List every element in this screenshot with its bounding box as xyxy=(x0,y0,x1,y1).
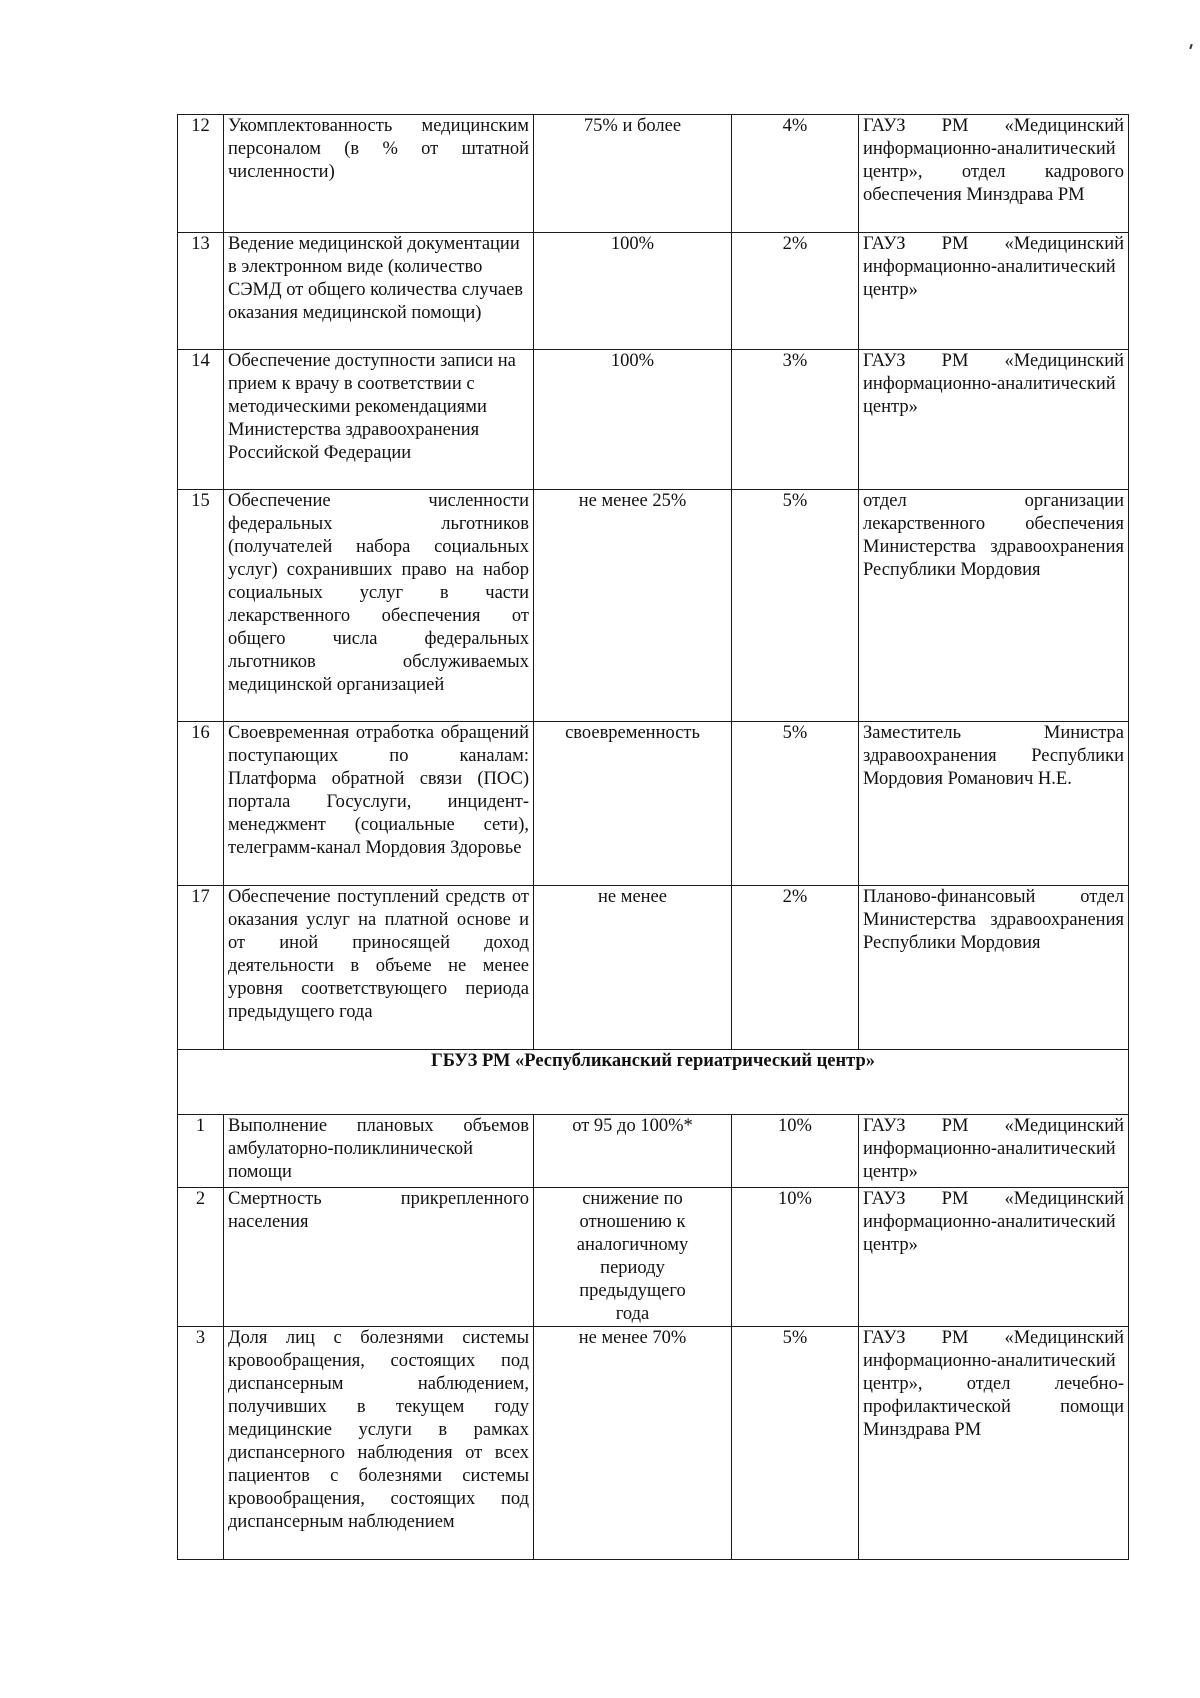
indicator-cell: Доля лиц с болезнями системы кровообращения, состоящих под диспансерным наблюдением, получивших в текущем году медицинские услуги в рамках диспансерного наблюдения от всех пациентов с болезнями системы кровообращения, состоящих под диспансерным наблюдением xyxy=(224,1327,534,1560)
indicators-table xyxy=(177,114,1129,1560)
source-cell: ГАУЗ РМ «Медицинский информационно-аналитический центр», отдел лечебно-профилактической помощи Минздрава РМ xyxy=(859,1327,1129,1560)
row-number: 15 xyxy=(178,490,224,722)
indicator-cell: Своевременная отработка обращений поступающих по каналам: Платформа обратной связи (ПОС) портала Госуслуги, инцидент-менеджмент (социальные сети), телеграмм-канал Мордовия Здоровье xyxy=(224,722,534,886)
target-value-cell: не менее 25% xyxy=(534,490,732,722)
table-row xyxy=(178,886,1129,1050)
indicator-cell: Выполнение плановых объемов амбулаторно-поликлинической помощи xyxy=(224,1115,534,1188)
weight-cell: 10% xyxy=(732,1188,859,1327)
table-row xyxy=(178,1327,1129,1560)
section-title: ГБУЗ РМ «Республиканский гериатрический центр» xyxy=(178,1050,1129,1115)
indicator-cell: Обеспечение доступности записи на прием к врачу в соответствии с методическими рекомендациями Министерства здравоохранения Российской Федерации xyxy=(224,350,534,490)
source-cell: ГАУЗ РМ «Медицинский информационно-аналитический центр» xyxy=(859,1188,1129,1327)
table-row xyxy=(178,490,1129,722)
weight-cell: 5% xyxy=(732,1327,859,1560)
table-row xyxy=(178,350,1129,490)
source-cell: ГАУЗ РМ «Медицинский информационно-аналитический центр» xyxy=(859,350,1129,490)
weight-cell: 4% xyxy=(732,115,859,233)
source-cell: ГАУЗ РМ «Медицинский информационно-аналитический центр» xyxy=(859,1115,1129,1188)
indicator-cell: Смертность прикрепленного населения xyxy=(224,1188,534,1327)
target-value-cell: снижение по отношению к аналогичному периоду предыдущего года xyxy=(534,1188,732,1327)
indicator-cell: Обеспечение поступлений средств от оказания услуг на платной основе и от иной приносящей доход деятельности в объеме не менее уровня соответствующего периода предыдущего года xyxy=(224,886,534,1050)
row-number: 14 xyxy=(178,350,224,490)
row-number: 3 xyxy=(178,1327,224,1560)
indicator-cell: Ведение медицинской документации в электронном виде (количество СЭМД от общего количества случаев оказания медицинской помощи) xyxy=(224,233,534,350)
weight-cell: 5% xyxy=(732,722,859,886)
stray-mark xyxy=(1189,44,1193,49)
target-value-cell: не менее xyxy=(534,886,732,1050)
section-row xyxy=(178,1050,1129,1115)
table-row xyxy=(178,1188,1129,1327)
weight-cell: 3% xyxy=(732,350,859,490)
weight-cell: 5% xyxy=(732,490,859,722)
target-value-cell: от 95 до 100%* xyxy=(534,1115,732,1188)
row-number: 12 xyxy=(178,115,224,233)
source-cell: Заместитель Министра здравоохранения Республики Мордовия Романович Н.Е. xyxy=(859,722,1129,886)
row-number: 2 xyxy=(178,1188,224,1327)
table-row xyxy=(178,115,1129,233)
weight-cell: 10% xyxy=(732,1115,859,1188)
indicator-cell: Обеспечение численности федеральных льготников (получателей набора социальных услуг) сохранивших право на набор социальных услуг в части лекарственного обеспечения от общего числа федеральных льготников обслуживаемых медицинской организацией xyxy=(224,490,534,722)
source-cell: ГАУЗ РМ «Медицинский информационно-аналитический центр» xyxy=(859,233,1129,350)
table-row xyxy=(178,1115,1129,1188)
row-number: 16 xyxy=(178,722,224,886)
target-value-cell: 100% xyxy=(534,233,732,350)
target-value-cell: 75% и более xyxy=(534,115,732,233)
target-value-cell: своевременность xyxy=(534,722,732,886)
target-value-cell: 100% xyxy=(534,350,732,490)
row-number: 1 xyxy=(178,1115,224,1188)
source-cell: ГАУЗ РМ «Медицинский информационно-аналитический центр», отдел кадрового обеспечения Минздрава РМ xyxy=(859,115,1129,233)
table-row xyxy=(178,233,1129,350)
row-number: 13 xyxy=(178,233,224,350)
source-cell: Планово-финансовый отдел Министерства здравоохранения Республики Мордовия xyxy=(859,886,1129,1050)
target-value-cell: не менее 70% xyxy=(534,1327,732,1560)
source-cell: отдел организации лекарственного обеспечения Министерства здравоохранения Республики Мордовия xyxy=(859,490,1129,722)
weight-cell: 2% xyxy=(732,233,859,350)
row-number: 17 xyxy=(178,886,224,1050)
weight-cell: 2% xyxy=(732,886,859,1050)
indicator-cell: Укомплектованность медицинским персоналом (в % от штатной численности) xyxy=(224,115,534,233)
table-row xyxy=(178,722,1129,886)
